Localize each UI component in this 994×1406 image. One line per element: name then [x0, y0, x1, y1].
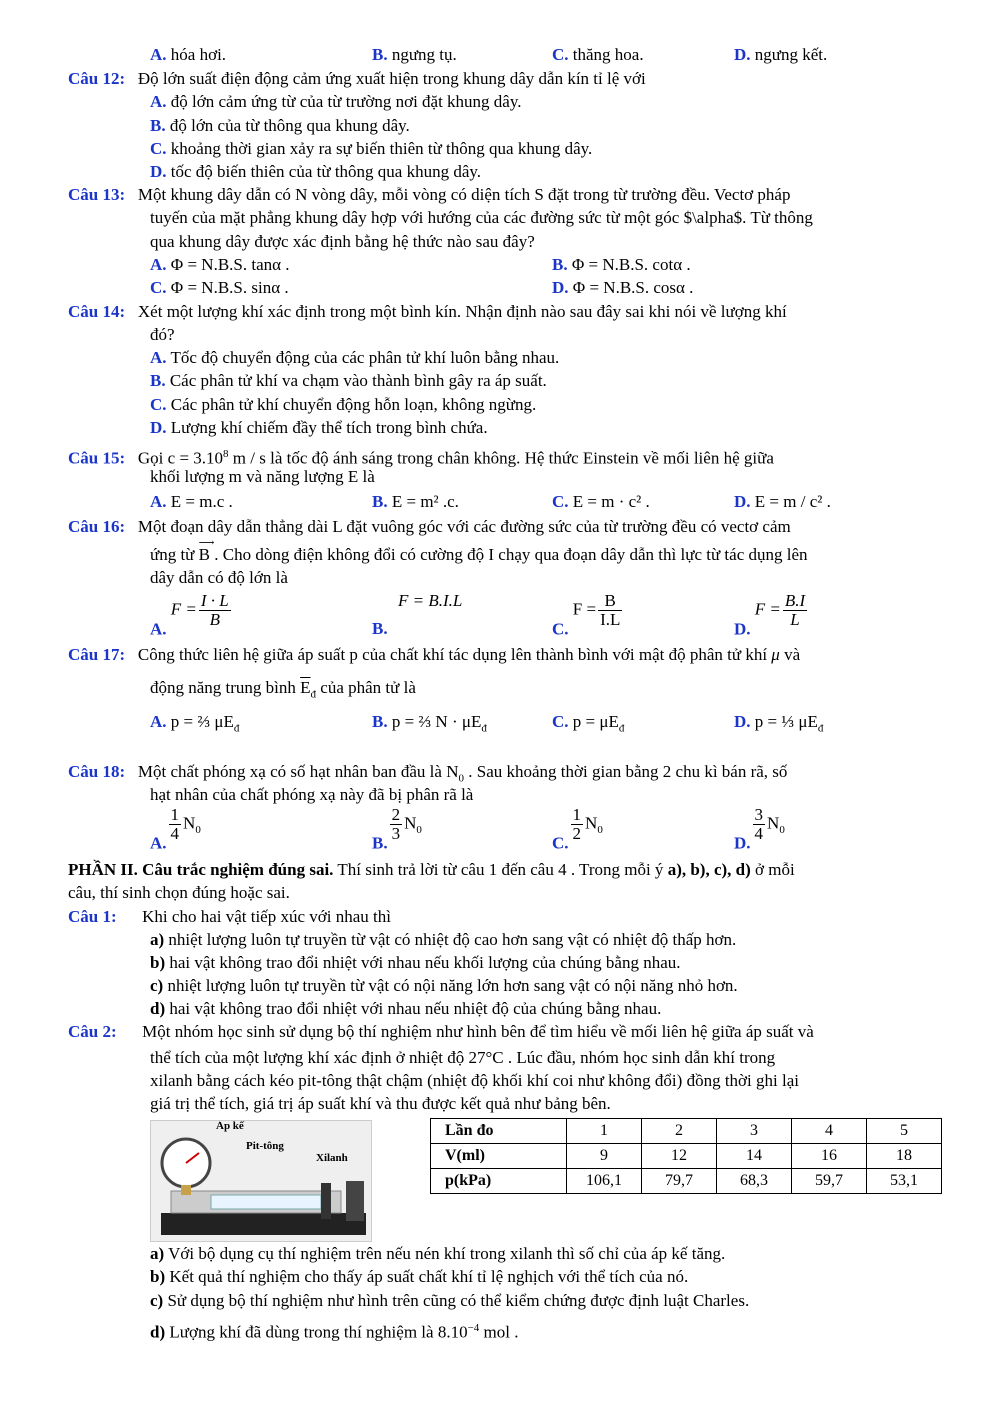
table-cell: 18	[867, 1144, 942, 1169]
table-cell: 16	[792, 1144, 867, 1169]
q17-stem-2: động năng trung bình $\overline{E}_đ$ của phân tử là	[150, 678, 416, 701]
q15-stem-2: khối lượng m và năng lượng E là	[150, 467, 375, 486]
table-cell: 4	[792, 1119, 867, 1144]
q14-option-c: C. Các phân tử khí chuyển động hỗn loạn, không ngừng.	[150, 395, 537, 414]
q11-option-a: A. hóa hơi.	[150, 45, 227, 64]
q18-option-d: D. $\frac{3}{4}$ $N_0$	[734, 805, 785, 853]
q18-stem-2: hạt nhân của chất phóng xạ này đã bị phân rã là	[150, 785, 474, 804]
table-cell: 1	[567, 1119, 642, 1144]
table-cell: 3	[717, 1119, 792, 1144]
table-cell: 79,7	[642, 1169, 717, 1194]
q18-stem-1: Câu 18: Một chất phóng xạ có số hạt nhân ban đầu là $N_0$ . Sau khoảng thời gian bằng 2 chu kì bán rã, số	[68, 762, 788, 785]
p2q1-item-d: d) hai vật không trao đổi nhiệt với nhau nếu nhiệt độ của chúng bằng nhau.	[150, 999, 662, 1018]
data-table	[430, 1118, 942, 1194]
table-row-header: Lần đo	[431, 1119, 567, 1144]
q16-option-c: C. F = $\frac{B}{I.L}$	[552, 591, 621, 639]
apparatus-illustration	[151, 1121, 371, 1241]
fig-label-gauge: Áp kế	[216, 1121, 244, 1132]
q11-option-c: C. thăng hoa.	[552, 45, 644, 64]
q12-option-c: C. khoảng thời gian xảy ra sự biến thiên từ thông qua khung dây.	[150, 139, 593, 158]
table-cell: 12	[642, 1144, 717, 1169]
q16-stem-2: ứng từ ⟶ B . Cho dòng điện không đổi có cường độ I chạy qua đoạn dây dẫn thì lực từ tác dụng lên	[150, 537, 808, 564]
q16-option-d: D. F = $\frac{B.I}{L}$	[734, 591, 806, 639]
q16-option-b: B. F = B.I.L	[372, 591, 463, 638]
q17-option-a: A. p = ⅔ $\mu E_đ$	[150, 712, 240, 735]
q11-option-d: D. ngưng kết.	[734, 45, 828, 64]
table-cell: 5	[867, 1119, 942, 1144]
q13-stem-3: qua khung dây được xác định bằng hệ thức nào sau đây?	[150, 232, 535, 251]
q17-option-d: D. p = ⅓ $\mu E_đ$	[734, 712, 824, 735]
p2q2-item-b: b) Kết quả thí nghiệm cho thấy áp suất chất khí tỉ lệ nghịch với thể tích của nó.	[150, 1267, 689, 1286]
p2q2-item-d: d) Lượng khí đã dùng trong thí nghiệm là $8.10^{-4}$ mol .	[150, 1322, 519, 1342]
table-row	[431, 1119, 942, 1144]
q17-option-c: C. $p = \mu E_đ$	[552, 712, 625, 735]
table-row-header: p(kPa)	[431, 1169, 567, 1194]
q14-option-d: D. Lượng khí chiếm đầy thể tích trong bình chứa.	[150, 418, 488, 437]
table-row	[431, 1169, 942, 1194]
q14-stem-1: Câu 14: Xét một lượng khí xác định trong một bình kín. Nhận định nào sau đây sai khi nói về lượng khí	[68, 302, 787, 321]
p2q2-item-c: c) Sử dụng bộ thí nghiệm như hình trên cũng có thể kiểm chứng được định luật Charles.	[150, 1291, 750, 1310]
q15-option-b: B. E = m² .c.	[372, 492, 459, 511]
table-cell: 2	[642, 1119, 717, 1144]
q18-option-a: A. $\frac{1}{4}$ $N_0$	[150, 805, 201, 853]
table-cell: 9	[567, 1144, 642, 1169]
table-cell: 68,3	[717, 1169, 792, 1194]
p2q2-stem-3: xilanh bằng cách kéo pit-tông thật chậm (nhiệt độ khối khí coi như không đổi) đồng thời ghi lại	[150, 1071, 799, 1090]
q18-option-c: C. $\frac{1}{2}$ $N_0$	[552, 805, 603, 853]
q14-option-b: B. Các phân tử khí va chạm vào thành bình gây ra áp suất.	[150, 371, 547, 390]
table-row	[431, 1144, 942, 1169]
q15-option-a: A. E = m.c .	[150, 492, 233, 511]
part2-heading-2: câu, thí sinh chọn đúng hoặc sai.	[68, 883, 290, 902]
p2q1-stem: Câu 1: Khi cho hai vật tiếp xúc với nhau thì	[68, 907, 391, 926]
q14-option-a: A. Tốc độ chuyển động của các phân tử khí luôn bằng nhau.	[150, 348, 560, 367]
q12-option-d: D. tốc độ biến thiên của từ thông qua khung dây.	[150, 162, 482, 181]
fig-label-cylinder: Xilanh	[316, 1152, 348, 1164]
q13-option-b: B. Φ = N.B.S. cotα .	[552, 255, 691, 274]
fig-label-piston: Pit-tông	[246, 1140, 284, 1152]
q11-option-b: B. ngưng tụ.	[372, 45, 457, 64]
p2q2-stem-2: thể tích của một lượng khí xác định ở nhiệt độ 27°C . Lúc đầu, nhóm học sinh dẫn khí trong	[150, 1048, 776, 1067]
q13-stem-2: tuyến của mặt phẳng khung dây hợp với hướng của các đường sức từ một góc $\alpha$. Từ thông	[150, 208, 813, 227]
p2q1-item-b: b) hai vật không trao đổi nhiệt với nhau nếu khối lượng của chúng bằng nhau.	[150, 953, 681, 972]
q15-option-c: C. E = m · c² .	[552, 492, 650, 511]
q15-option-d: D. E = m / c² .	[734, 492, 831, 511]
q18-option-b: B. $\frac{2}{3}$ $N_0$	[372, 805, 422, 853]
p2q2-item-a: a) Với bộ dụng cụ thí nghiệm trên nếu nén khí trong xilanh thì số chỉ của áp kế tăng.	[150, 1244, 726, 1263]
q12-stem: Câu 12: Độ lớn suất điện động cảm ứng xuất hiện trong khung dây dẫn kín tỉ lệ với	[68, 69, 646, 88]
q13-stem-1: Câu 13: Một khung dây dẫn có N vòng dây, mỗi vòng có diện tích S đặt trong từ trường đều. Vectơ pháp	[68, 185, 791, 204]
table-row-header: V(ml)	[431, 1144, 567, 1169]
p2q1-item-c: c) nhiệt lượng luôn tự truyền từ vật có nội năng lớn hơn sang vật có nội năng nhỏ hơn.	[150, 976, 738, 995]
q16-stem-3: dây dẫn có độ lớn là	[150, 568, 288, 587]
q12-option-a: A. độ lớn cảm ứng từ của từ trường nơi đặt khung dây.	[150, 92, 522, 111]
q16-stem-1: Câu 16: Một đoạn dây dẫn thẳng dài L đặt vuông góc với các đường sức của từ trường đều có vectơ cảm	[68, 517, 791, 536]
q17-stem-1: Câu 17: Công thức liên hệ giữa áp suất p của chất khí tác dụng lên thành bình với mật độ phân tử khí μ và	[68, 645, 801, 664]
table-cell: 59,7	[792, 1169, 867, 1194]
p2q1-item-a: a) nhiệt lượng luôn tự truyền từ vật có nhiệt độ cao hơn sang vật có nhiệt độ thấp hơn.	[150, 930, 737, 949]
p2q2-stem-4: giá trị thể tích, giá trị áp suất khí và thu được kết quả như bảng bên.	[150, 1094, 611, 1113]
table-cell: 53,1	[867, 1169, 942, 1194]
q17-option-b: B. p = ⅔ $N \cdot \mu E_đ$	[372, 712, 487, 735]
q13-option-c: C. Φ = N.B.S. sinα .	[150, 278, 289, 297]
q16-option-a: A. F = $\frac{I \cdot L}{B}$	[150, 591, 229, 639]
p2q2-stem-1: Câu 2: Một nhóm học sinh sử dụng bộ thí nghiệm như hình bên để tìm hiểu về mối liên hệ giữa áp suất và	[68, 1022, 814, 1041]
q15-stem-1: Câu 15: Gọi $c = 3.10^8$ m / s là tốc độ ánh sáng trong chân không. Hệ thức Einstein về mối liên hệ giữa	[68, 448, 774, 468]
part2-heading: PHẦN II. Câu trắc nghiệm đúng sai. Thí sinh trả lời từ câu 1 đến câu 4 . Trong mỗi ý a), b), c), d) ở mỗi	[68, 860, 795, 879]
q14-stem-2: đó?	[150, 325, 175, 344]
q13-option-a: A. Φ = N.B.S. tanα .	[150, 255, 290, 274]
table-cell: 106,1	[567, 1169, 642, 1194]
apparatus-figure	[150, 1120, 372, 1242]
q12-option-b: B. độ lớn của từ thông qua khung dây.	[150, 116, 410, 135]
q13-option-d: D. Φ = N.B.S. cosα .	[552, 278, 694, 297]
table-cell: 14	[717, 1144, 792, 1169]
